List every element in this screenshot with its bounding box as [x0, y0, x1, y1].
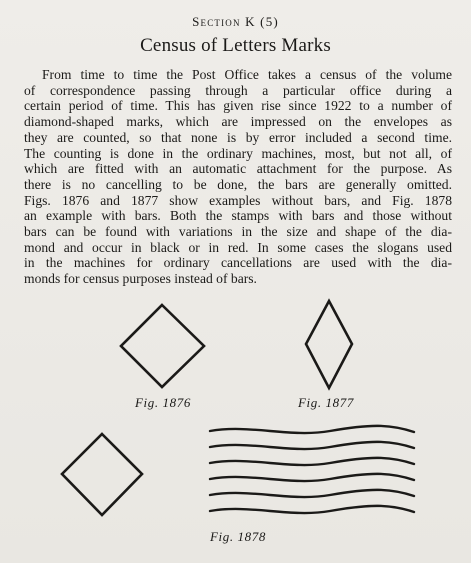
wavy-bar — [210, 442, 414, 449]
section-heading-text: Section K (5) — [192, 14, 279, 29]
paragraph-line: there is no cancelling to be done, the bars are generally omitted. — [24, 176, 452, 192]
paragraph-line: they are counted, so that none is by error included a second time. — [24, 129, 452, 145]
paragraph-line: which are fitted with an automatic attachment for the purpose. As — [24, 161, 452, 177]
paragraph-line: in the machines for ordinary cancellations are used with the dia- — [24, 255, 452, 271]
paragraph-line: an example with bars. Both the stamps with bars and those without — [24, 208, 452, 224]
paragraph-line: bars can be found with variations in the size and shape of the dia- — [24, 224, 452, 240]
paragraph-line: From time to time the Post Office takes a census of the volume — [42, 67, 452, 82]
paragraph-line: The counting is done in the ordinary machines, most, but not all, of — [24, 145, 452, 161]
paragraph-line: of correspondence passing through a particular office during a — [24, 82, 452, 98]
wavy-bar — [210, 458, 414, 465]
fig-1877-diamond-mark — [306, 301, 352, 388]
fig-1877-caption: Fig. 1877 — [298, 395, 354, 410]
page-title: Census of Letters Marks — [140, 35, 331, 56]
wavy-bar — [210, 426, 414, 433]
fig-1878-diamond-mark — [62, 434, 142, 515]
paragraph-line: Figs. 1876 and 1877 show examples without bars, and Fig. 1878 — [24, 192, 452, 208]
wavy-bar — [210, 490, 414, 497]
paragraph-line: certain period of time. This has given rise since 1922 to a number of — [24, 98, 452, 114]
fig-1878-wavy-bars — [210, 426, 414, 513]
paragraph-line: diamond-shaped marks, which are impressed on the envelopes as — [24, 114, 452, 130]
paragraph-line: mond and occur in black or in red. In some cases the slogans used — [24, 239, 452, 255]
wavy-bar — [210, 474, 414, 481]
paragraph-line: monds for census purposes instead of bars. — [24, 271, 257, 287]
fig-1876-caption: Fig. 1876 — [135, 395, 191, 410]
fig-1876-diamond-mark — [121, 305, 204, 387]
fig-1878-caption: Fig. 1878 — [210, 529, 266, 544]
wavy-bar — [210, 506, 414, 513]
